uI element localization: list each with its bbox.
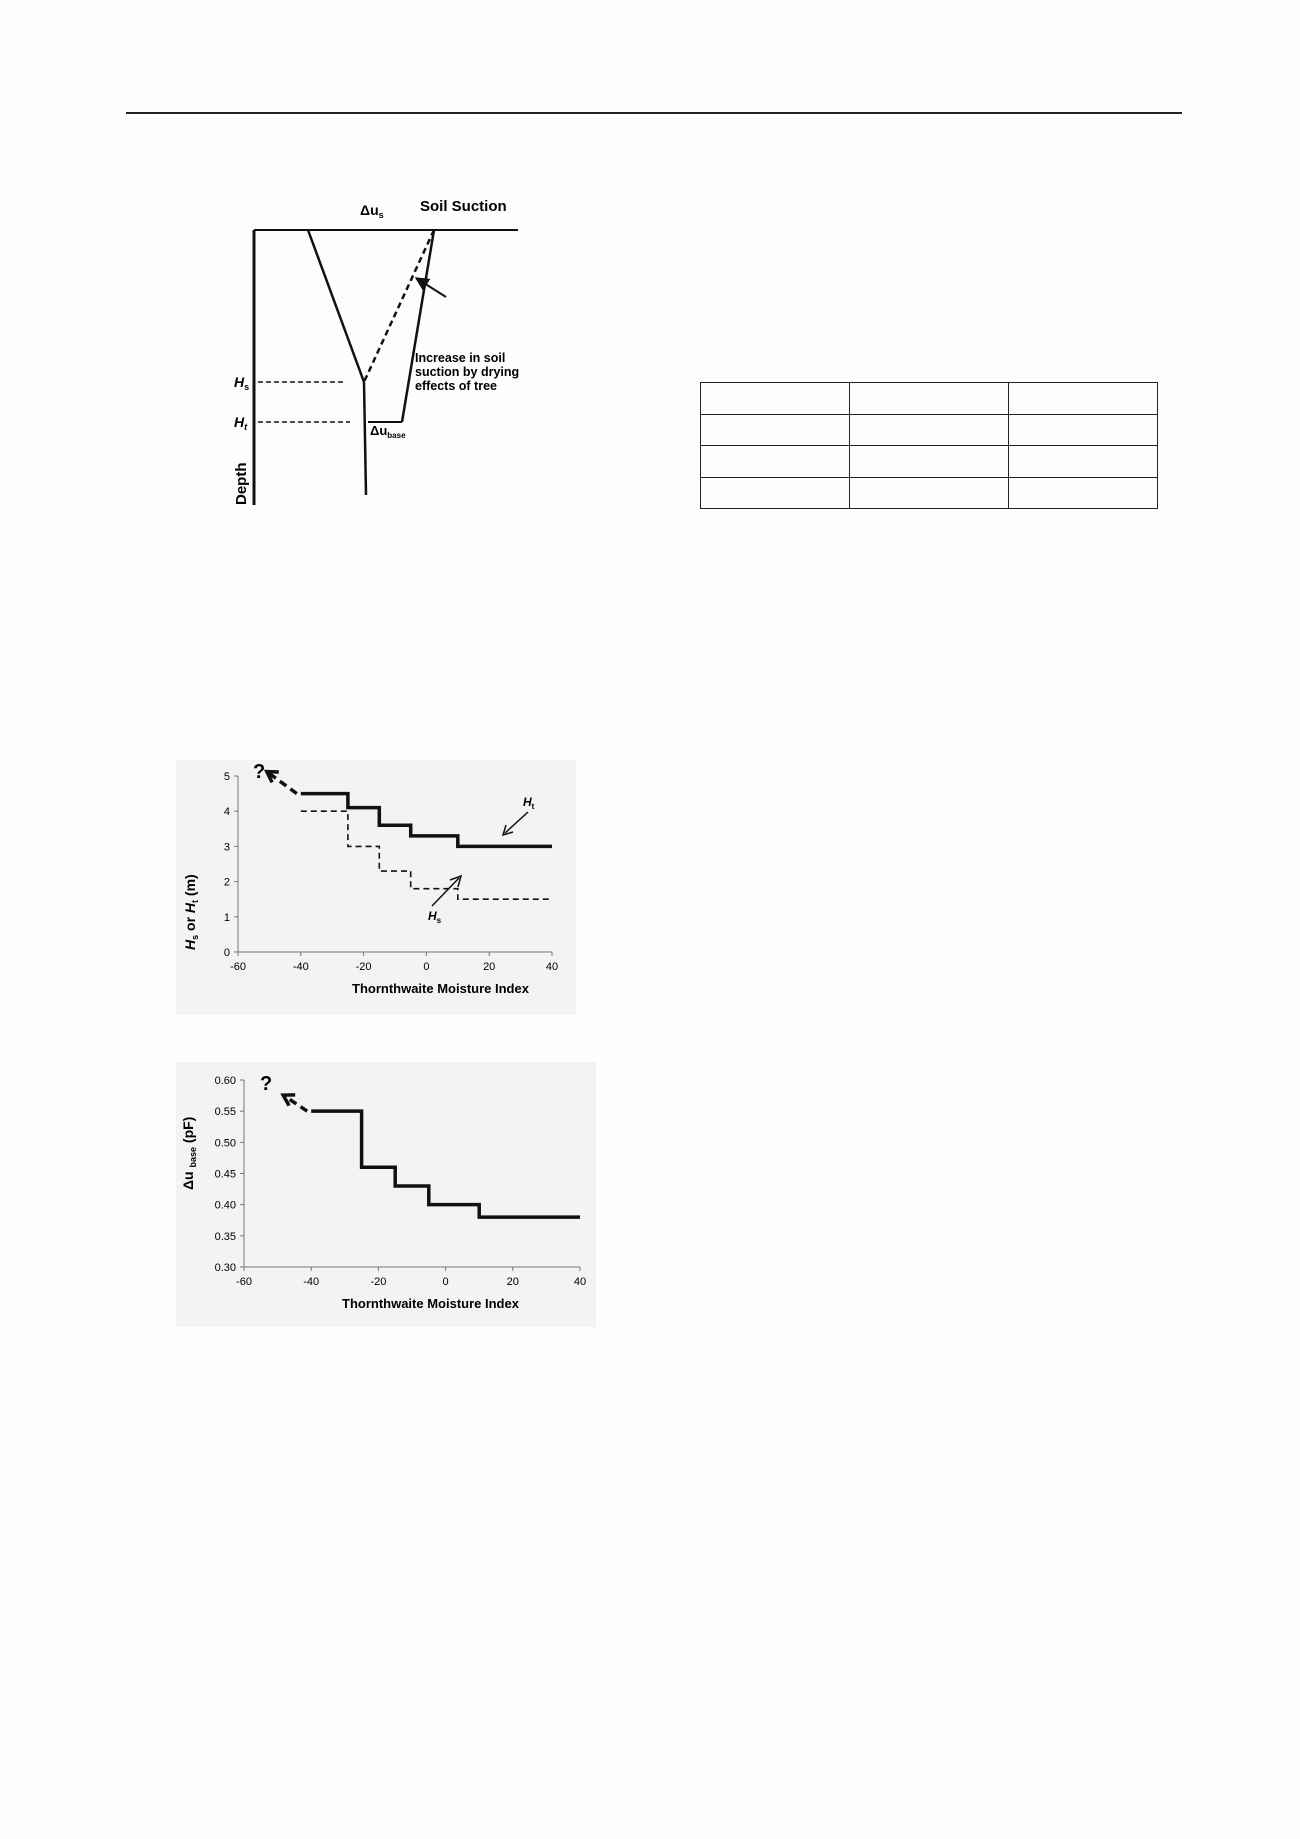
table-cell bbox=[701, 446, 850, 478]
x-tick-label: -20 bbox=[355, 961, 372, 973]
table-row bbox=[701, 446, 1158, 478]
soil-suction-diagram bbox=[210, 185, 560, 515]
table-row bbox=[701, 414, 1158, 446]
chart-background bbox=[176, 760, 576, 1015]
initial-suction-line bbox=[308, 230, 364, 382]
question-mark: ? bbox=[253, 761, 266, 783]
x-axis-label: Thornthwaite Moisture Index bbox=[352, 981, 529, 996]
hs-series-label: $H_s$ bbox=[428, 909, 442, 925]
table-cell bbox=[701, 477, 850, 509]
header-rule bbox=[126, 112, 1182, 114]
hs-label: $H_s$ bbox=[234, 374, 250, 392]
table-cell bbox=[701, 383, 850, 415]
annotation-line-2: suction by drying bbox=[415, 365, 520, 379]
table-cell bbox=[1009, 383, 1158, 415]
table-cell bbox=[850, 414, 1009, 446]
question-mark: ? bbox=[260, 1073, 273, 1095]
x-tick-label: -60 bbox=[236, 1276, 252, 1288]
table-cell bbox=[850, 383, 1009, 415]
tree-suction-line bbox=[402, 230, 434, 422]
soil-suction-title: Soil Suction bbox=[420, 198, 507, 215]
y-tick-label: 0.50 bbox=[214, 1137, 236, 1150]
y-tick-label: 0 bbox=[223, 947, 230, 959]
y-tick-label: 0.45 bbox=[214, 1168, 236, 1181]
x-tick-label: 0 bbox=[442, 1276, 449, 1288]
table-cell bbox=[1009, 414, 1158, 446]
depth-label: Depth bbox=[233, 462, 250, 505]
table-row bbox=[701, 477, 1158, 509]
y-tick-label: 0.60 bbox=[214, 1075, 236, 1087]
y-tick-label: 5 bbox=[223, 771, 230, 783]
x-tick-label: 20 bbox=[506, 1276, 519, 1288]
y-axis-label: $H_s$ or $H_t$ (m) bbox=[182, 874, 200, 950]
delta-ubase-chart bbox=[176, 1062, 596, 1327]
delta-ubase-label: $\Delta u_{base}$ bbox=[370, 423, 406, 440]
table-cell bbox=[850, 477, 1009, 509]
x-tick-label: -40 bbox=[303, 1276, 320, 1288]
x-tick-label: 40 bbox=[545, 961, 559, 973]
y-tick-label: 4 bbox=[223, 806, 230, 819]
ht-label: $H_t$ bbox=[234, 414, 248, 432]
delta-us-label: $\Delta u_s$ bbox=[360, 202, 384, 220]
x-tick-label: 40 bbox=[573, 1276, 587, 1288]
y-tick-label: 0.55 bbox=[214, 1106, 236, 1119]
ht-series-label: $H_t$ bbox=[523, 795, 535, 811]
y-tick-label: 0.35 bbox=[214, 1230, 236, 1243]
x-axis-label: Thornthwaite Moisture Index bbox=[342, 1296, 519, 1311]
x-tick-label: 20 bbox=[483, 961, 496, 973]
hs-ht-chart bbox=[176, 760, 576, 1015]
table-row bbox=[701, 383, 1158, 415]
base-suction-line bbox=[364, 382, 366, 495]
table-cell bbox=[1009, 446, 1158, 478]
x-tick-label: -40 bbox=[292, 961, 309, 973]
x-tick-label: -60 bbox=[230, 961, 246, 973]
table-cell bbox=[1009, 477, 1158, 509]
table-cell bbox=[701, 414, 850, 446]
annotation-arrow bbox=[416, 278, 446, 297]
x-tick-label: -20 bbox=[370, 1276, 387, 1288]
x-tick-label: 0 bbox=[423, 961, 430, 973]
annotation-line-1: Increase in soil bbox=[415, 351, 506, 365]
annotation-line-3: effects of tree bbox=[415, 379, 497, 393]
y-axis-label: Δu $_{base}$ (pF) bbox=[180, 1116, 198, 1190]
y-tick-label: 2 bbox=[223, 876, 230, 889]
empty-table bbox=[700, 382, 1158, 509]
y-tick-label: 1 bbox=[223, 911, 230, 924]
y-tick-label: 3 bbox=[223, 841, 230, 854]
y-tick-label: 0.40 bbox=[214, 1199, 236, 1212]
table-cell bbox=[850, 446, 1009, 478]
y-tick-label: 0.30 bbox=[214, 1262, 236, 1274]
